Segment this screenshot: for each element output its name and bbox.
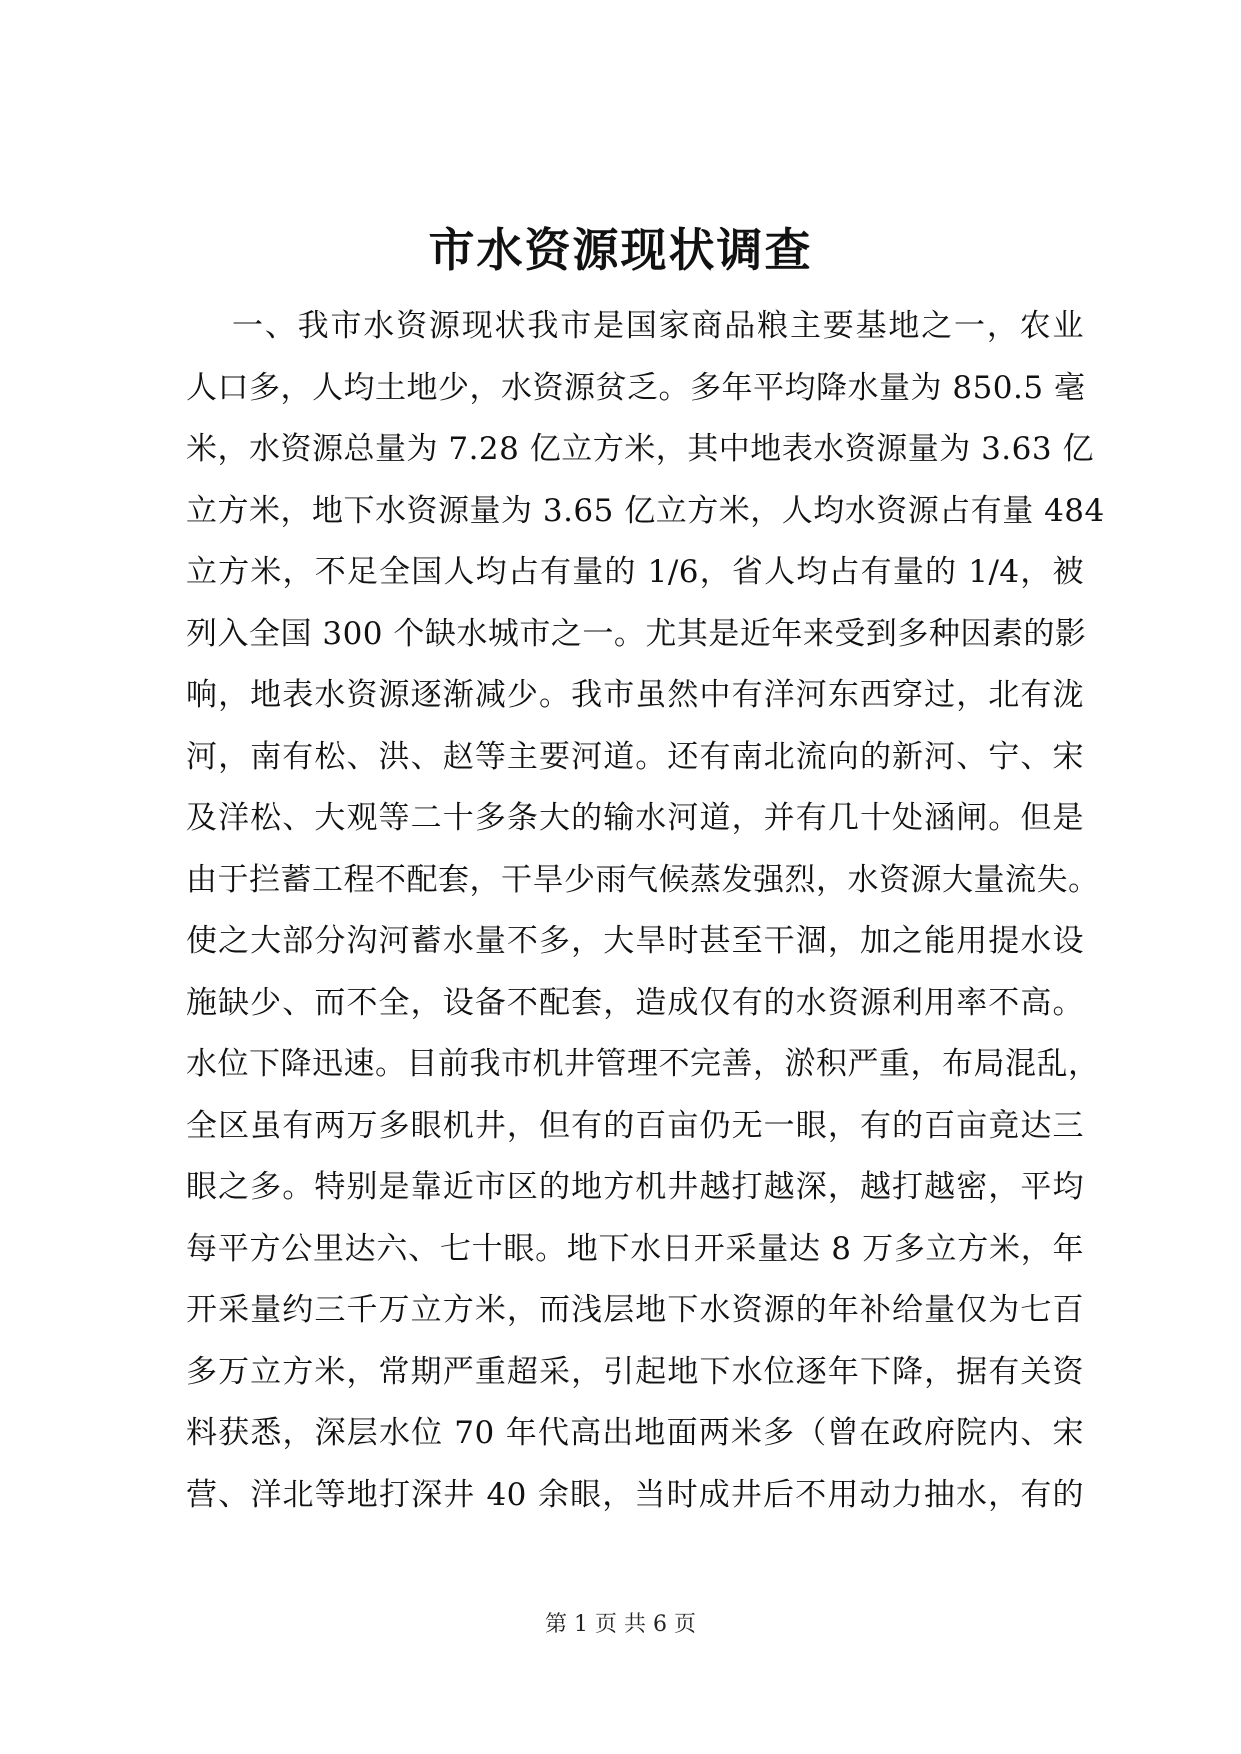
text-line: 全区虽有两万多眼机井，但有的百亩仍无一眼，有的百亩竟达三	[186, 1107, 1084, 1144]
text-line: 眼之多。特别是靠近市区的地方机井越打越深，越打越密，平均	[186, 1169, 1084, 1205]
text-line: 人口多，人均土地少，水资源贫乏。多年平均降水量为 850.5 毫	[186, 369, 1086, 406]
text-line: 列入全国 300 个缺水城市之一。尤其是近年来受到多种因素的影	[186, 615, 1087, 652]
text-line: 多万立方米，常期严重超采，引起地下水位逐年下降，据有关资	[186, 1353, 1084, 1390]
text-line: 施缺少、而不全，设备不配套，造成仅有的水资源利用率不高。	[186, 984, 1084, 1021]
text-line: 料获悉，深层水位 70 年代高出地面两米多（曾在政府院内、宋	[186, 1415, 1084, 1451]
text-line: 由于拦蓄工程不配套，干旱少雨气候蒸发强烈，水资源大量流失。	[186, 861, 1100, 898]
text-line: 一、我市水资源现状我市是国家商品粮主要基地之一，农业	[232, 308, 1084, 344]
text-line: 水位下降迅速。目前我市机井管理不完善，淤积严重，布局混乱，	[186, 1046, 1100, 1082]
text-line: 立方米，地下水资源量为 3.65 亿立方米，人均水资源占有量 484	[186, 492, 1105, 529]
text-line: 每平方公里达六、七十眼。地下水日开采量达 8 万多立方米，年	[186, 1230, 1084, 1267]
body-text	[186, 296, 1105, 1526]
text-line: 开采量约三千万立方米，而浅层地下水资源的年补给量仅为七百	[186, 1292, 1084, 1328]
text-line: 立方米，不足全国人均占有量的 1/6，省人均占有量的 1/4，被	[186, 554, 1084, 590]
text-line: 河，南有松、洪、赵等主要河道。还有南北流向的新河、宁、宋	[186, 738, 1084, 775]
text-line: 米，水资源总量为 7.28 亿立方米，其中地表水资源量为 3.63 亿	[186, 431, 1094, 467]
page-number-label: 第 1 页 共 6 页	[545, 1612, 696, 1637]
text-line: 使之大部分沟河蓄水量不多，大旱时甚至干涸，加之能用提水设	[186, 923, 1084, 959]
page-footer	[0, 1610, 1241, 1640]
text-line: 及洋松、大观等二十多条大的输水河道，并有几十处涵闸。但是	[186, 800, 1084, 836]
text-line: 营、洋北等地打深井 40 余眼，当时成井后不用动力抽水，有的	[186, 1476, 1084, 1513]
document-title: 市水资源现状调查	[428, 223, 813, 277]
text-line: 响，地表水资源逐渐减少。我市虽然中有洋河东西穿过，北有泷	[186, 677, 1084, 713]
